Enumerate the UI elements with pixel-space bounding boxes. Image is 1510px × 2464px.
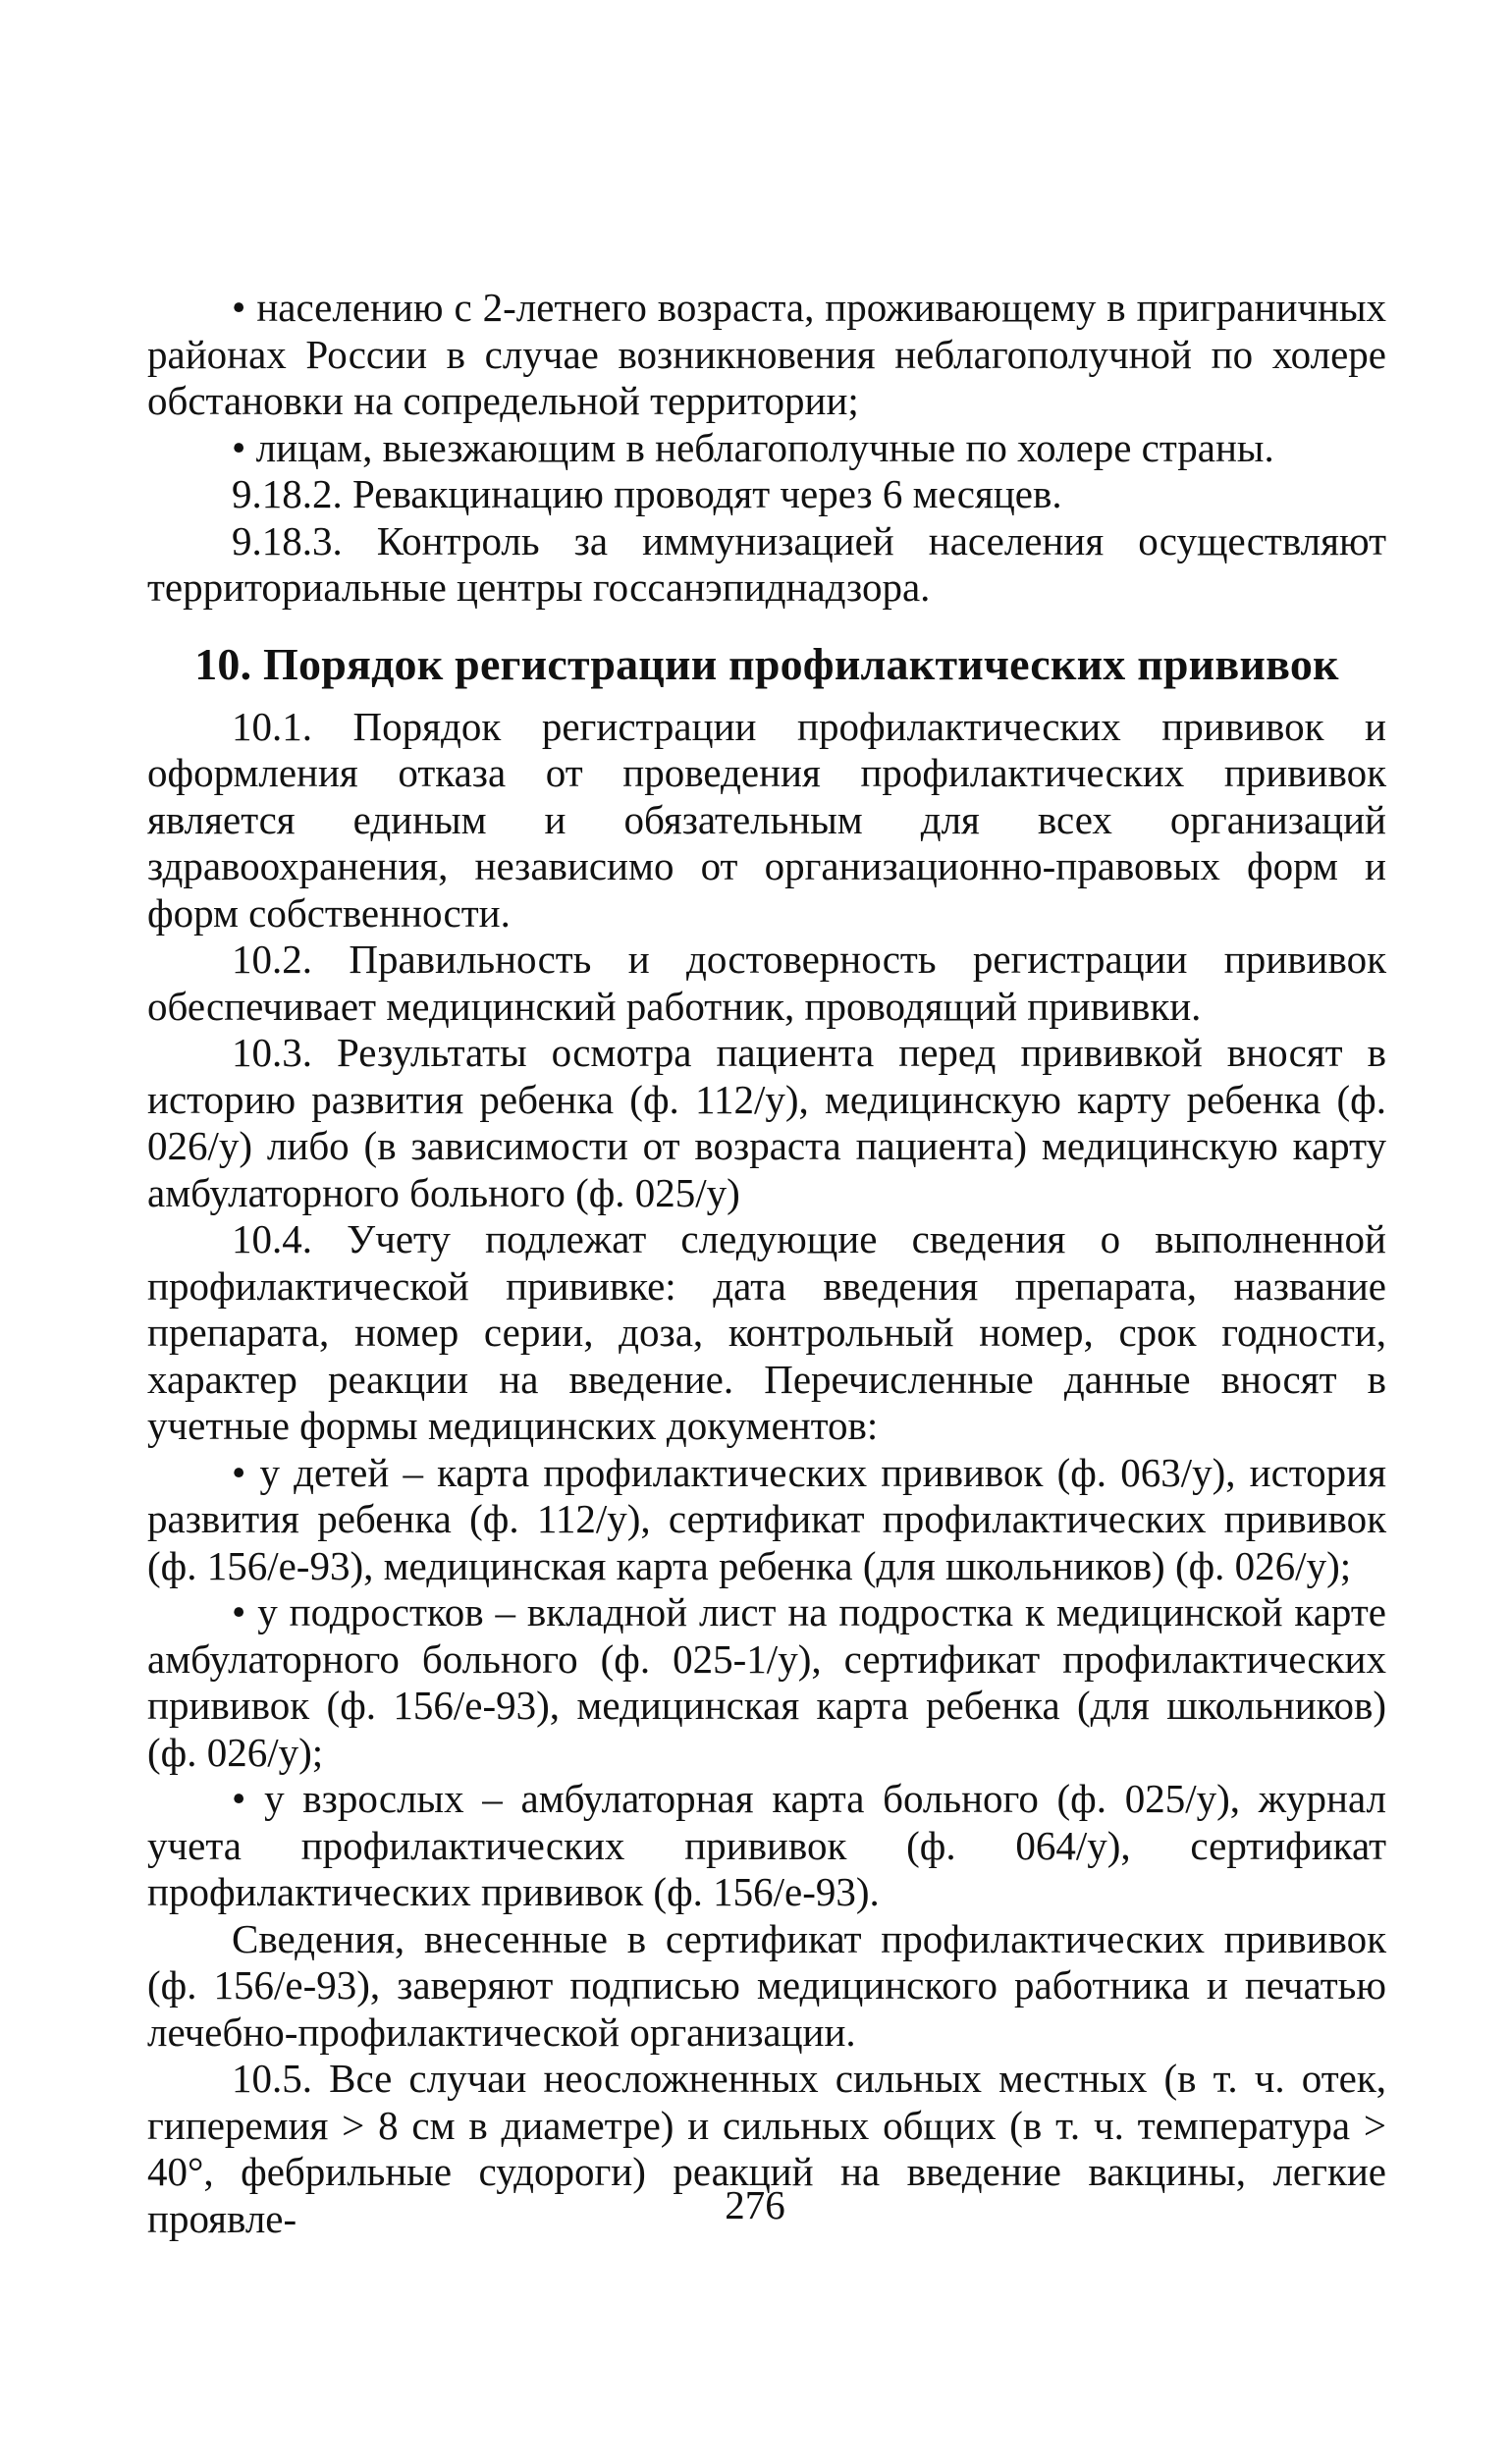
bullet-item-children: • у детей – карта профилактических прививок (ф. 063/у), история развития ребенка (ф. 112/у), сертификат профилактических прививок (ф. 156/е-93), медицинская карта ребенка (для школьников) (ф. 026/у); (147, 1450, 1386, 1590)
section-heading: 10. Порядок регистрации профилактических прививок (194, 638, 1339, 689)
bullet-item: • лицам, выезжающим в неблагополучные по холере страны. (147, 425, 1386, 472)
paragraph-9-18-2: 9.18.2. Ревакцинацию проводят через 6 месяцев. (232, 471, 1062, 516)
bullet-item: • населению с 2-летнего возраста, проживающему в приграничных районах России в случае возникновения неблагополучной по холере обстановки на сопредельной территории; (147, 285, 1386, 425)
bullet-item-teenagers: • у подростков – вкладной лист на подростка к медицинской карте амбулаторного больного (ф. 025-1/у), сертификат профилактических прививок (ф. 156/е-93), медицинская карта ребенка (для школьников) (ф. 026/у); (147, 1589, 1386, 1776)
paragraph-certificate: Сведения, внесенные в сертификат профилактических прививок (ф. 156/е-93), заверяют подписью медицинского работника и печатью лечебно-профилактической организации. (147, 1915, 1386, 2055)
paragraph-9-18-3: 9.18.3. Контроль за иммунизацией населения осуществляют территориальные центры госсанэпиднадзора. (147, 517, 1386, 610)
bullet-item-adults: • у взрослых – амбулаторная карта больного (ф. 025/у), журнал учета профилактических прививок (ф. 064/у), сертификат профилактических прививок (ф. 156/е-93). (147, 1776, 1386, 1916)
paragraph-10-3: 10.3. Результаты осмотра пациента перед прививкой вносят в историю развития ребенка (ф. 112/у), медицинскую карту ребенка (ф. 026/у) либо (в зависимости от возраста пациента) медицинскую карту амбулаторного больного (ф. 025/у) (147, 1030, 1386, 1215)
paragraph-10-2: 10.2. Правильность и достоверность регистрации прививок обеспечивает медицинский работник, проводящий прививки. (147, 937, 1386, 1029)
paragraph-10-1: 10.1. Порядок регистрации профилактических прививок и оформления отказа от проведения профилактических прививок является единым и обязательным для всех организаций здравоохранения, независимо от организационно-правовых форм и форм собственности. (147, 703, 1386, 936)
paragraph-10-4: 10.4. Учету подлежат следующие сведения о выполненной профилактической прививке: дата введения препарата, название препарата, номер серии, доза, контрольный номер, срок годности, характер реакции на введение. Перечисленные данные вносят в учетные формы медицинских документов: (147, 1216, 1386, 1448)
top-text-block (147, 285, 1386, 612)
page-number: 276 (725, 2182, 785, 2227)
document-page (147, 285, 1386, 2242)
paragraph-10-5: 10.5. Все случаи неосложненных сильных местных (в т. ч. отек, гиперемия > 8 см в диаметре) и сильных общих (в т. ч. температура > 40°, фебрильные судороги) реакций на введение вакцины, легкие проявле- (147, 2056, 1386, 2241)
section-body (147, 704, 1386, 2243)
